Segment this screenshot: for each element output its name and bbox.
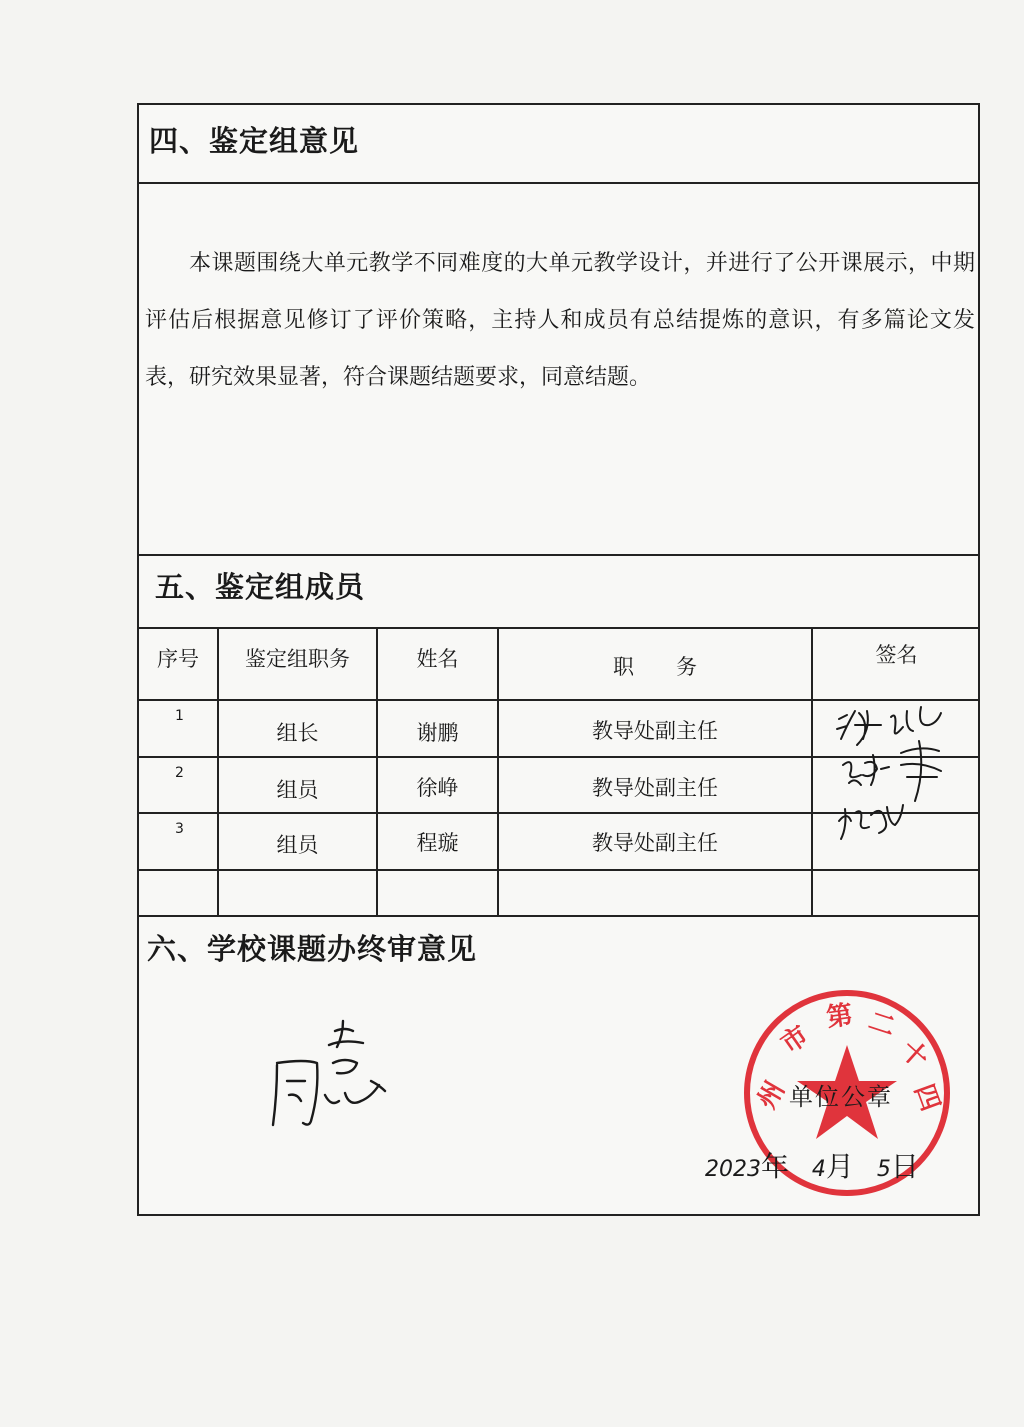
row-number: 3	[175, 821, 184, 837]
section4-heading: 四、鉴定组意见	[149, 124, 360, 158]
col-header-role: 鉴定组职务	[245, 647, 350, 671]
row-title: 教导处副主任	[592, 719, 718, 743]
svg-text:州: 州	[752, 1076, 791, 1114]
row-name: 程璇	[416, 831, 459, 855]
col-header-no: 序号	[157, 647, 199, 671]
row-role: 组员	[276, 778, 319, 802]
row-role: 组长	[276, 721, 319, 745]
date-day: 5	[876, 1157, 891, 1182]
opinion-paragraph: 本课题围绕大单元教学不同难度的大单元教学设计，并进行了公开课展示，中期评估后根据意见修订了评价策略，主持人和成员有总结提炼的意识，有多篇论文发表，研究效果显著，符合课题结题要求，同意结题。	[145, 251, 975, 390]
section6-heading: 六、学校课题办终审意见	[147, 932, 478, 966]
table-rule	[139, 699, 978, 701]
section5-heading: 五、鉴定组成员	[155, 570, 366, 604]
svg-text:十: 十	[894, 1035, 934, 1075]
svg-text:四: 四	[908, 1080, 946, 1116]
svg-text:第: 第	[824, 999, 855, 1034]
table-rule	[139, 869, 978, 871]
date-day-unit: 日	[890, 1150, 919, 1183]
row-role: 组员	[276, 833, 319, 857]
row-number: 2	[175, 765, 184, 781]
appraisal-form	[137, 103, 980, 1216]
stamp-label: 单位公章	[789, 1083, 893, 1111]
date-month: 4	[811, 1157, 826, 1182]
col-header-name: 姓名	[416, 647, 459, 671]
col-header-signature: 签名	[875, 643, 918, 667]
svg-text:市: 市	[775, 1020, 815, 1060]
date-year-unit: 年	[761, 1150, 790, 1183]
row-name: 谢鹏	[416, 721, 459, 745]
member-signatures	[831, 703, 981, 853]
row-number: 1	[175, 708, 184, 724]
date-year: 2023	[705, 1157, 761, 1182]
table-top-border	[139, 627, 978, 629]
divider	[139, 554, 978, 556]
svg-text:二: 二	[864, 1006, 899, 1043]
row-title: 教导处副主任	[592, 831, 718, 855]
appraisal-opinion	[145, 235, 975, 406]
divider	[139, 182, 978, 184]
approval-handwriting	[259, 1015, 419, 1135]
row-name: 徐峥	[416, 776, 459, 800]
col-header-title: 职 务	[613, 655, 697, 679]
row-title: 教导处副主任	[592, 776, 718, 800]
date-line	[705, 1145, 919, 1185]
date-month-unit: 月	[825, 1150, 854, 1183]
table-column-rule	[811, 627, 813, 915]
divider	[139, 915, 978, 917]
